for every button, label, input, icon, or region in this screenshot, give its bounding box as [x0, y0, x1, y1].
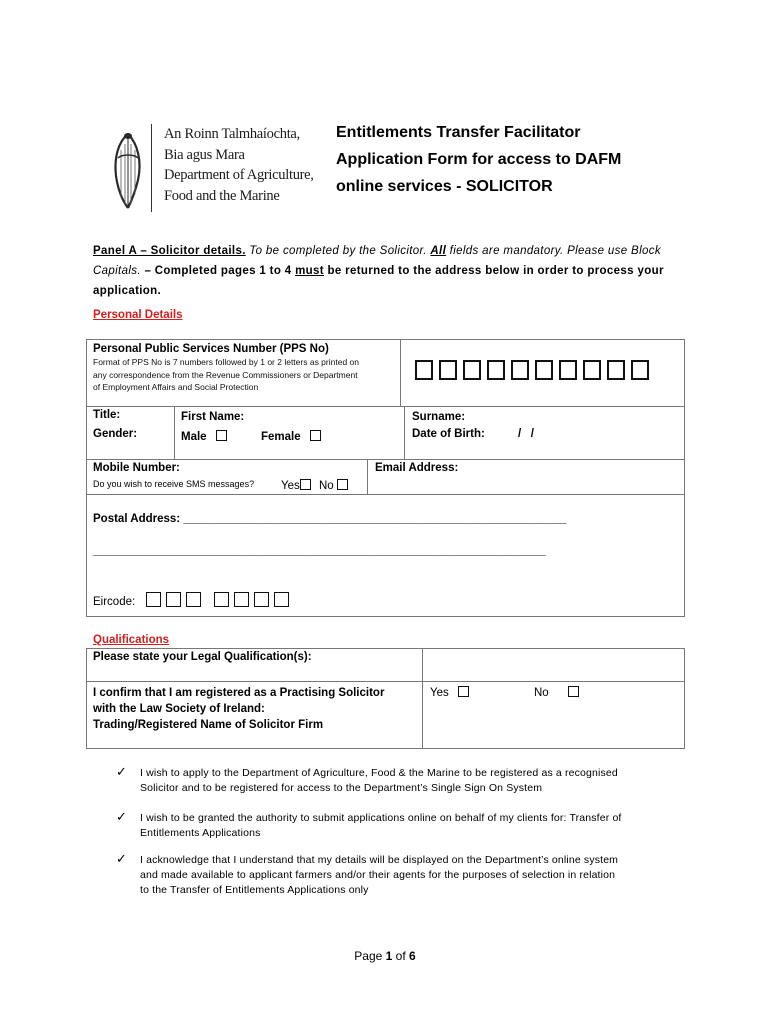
pps-label: Personal Public Services Number (PPS No): [93, 343, 329, 355]
postal-label: Postal Address:: [93, 513, 181, 525]
pps-char-box[interactable]: [487, 360, 505, 380]
pps-char-box[interactable]: [607, 360, 625, 380]
solicitor-yes-label: Yes: [430, 687, 449, 699]
eircode-char-box[interactable]: [186, 592, 201, 607]
confirm-line-1: I confirm that I am registered as a Practising Solicitor: [93, 687, 385, 699]
legal-qualification-label: Please state your Legal Qualification(s):: [93, 651, 312, 663]
male-label: Male: [181, 431, 207, 443]
sms-no-label: No: [319, 480, 334, 492]
legal-qualification-field[interactable]: [423, 649, 684, 681]
declaration-2: [140, 811, 700, 841]
logo-line-4: Food and the Marine: [164, 187, 280, 204]
pps-char-box[interactable]: [511, 360, 529, 380]
department-name: [164, 124, 314, 206]
eircode-char-box[interactable]: [274, 592, 289, 607]
pps-char-box[interactable]: [583, 360, 601, 380]
checkmark-icon: ✓: [116, 851, 127, 866]
dob-label: Date of Birth:: [412, 428, 485, 440]
page-number: [0, 949, 770, 963]
pps-char-box[interactable]: [415, 360, 433, 380]
intro-italic-2: fields are mandatory. Please use Block Capitals.: [93, 245, 661, 277]
logo-line-3: Department of Agriculture,: [164, 167, 314, 183]
solicitor-no-label: No: [534, 687, 549, 699]
sms-no-checkbox[interactable]: [337, 479, 348, 490]
pps-char-box[interactable]: [631, 360, 649, 380]
eircode-input[interactable]: [146, 592, 296, 610]
row-divider: [86, 681, 685, 682]
declaration-3: [140, 853, 700, 898]
postal-line-1[interactable]: __________________________________________________________________: [183, 513, 566, 525]
title-line-1: Entitlements Transfer Facilitator: [336, 124, 581, 141]
intro-all: All: [430, 245, 447, 257]
postal-line-2[interactable]: ______________________________________________________________________________: [93, 545, 546, 557]
sms-no-option[interactable]: [319, 479, 348, 492]
first-name-label: First Name:: [181, 411, 245, 423]
row-divider: [86, 494, 685, 495]
row-divider: [86, 406, 685, 407]
gender-female-option[interactable]: [261, 430, 321, 443]
document-title: [336, 119, 621, 200]
col-divider: [174, 406, 175, 459]
surname-label: Surname:: [412, 411, 466, 423]
firm-name-label: Trading/Registered Name of Solicitor Firm: [93, 719, 324, 731]
pps-format-note: [93, 356, 359, 394]
intro-bold-2: be returned to the address below in order to process your application.: [93, 265, 664, 297]
intro-must: must: [295, 265, 324, 277]
solicitor-yes-checkbox[interactable]: [458, 686, 469, 697]
personal-details-heading: Personal Details: [93, 309, 183, 321]
solicitor-yes-option[interactable]: [430, 686, 469, 699]
pps-note-line: any correspondence from the Revenue Commissioners or Department: [93, 369, 358, 380]
sms-yes-label: Yes: [281, 480, 300, 492]
eircode-char-box[interactable]: [214, 592, 229, 607]
practising-solicitor-confirmation: [93, 685, 384, 733]
col-divider: [404, 406, 405, 459]
declaration-line: and made available to applicant farmers and/or their agents for the purposes of selection in relation: [140, 869, 616, 881]
checkmark-icon: ✓: [116, 764, 127, 779]
male-checkbox[interactable]: [216, 430, 227, 441]
pps-char-box[interactable]: [559, 360, 577, 380]
harp-icon: [108, 128, 148, 218]
female-checkbox[interactable]: [310, 430, 321, 441]
declaration-line: I wish to be granted the authority to submit applications online on behalf of my clients for: Transfer of: [140, 812, 622, 824]
pps-note-line: Format of PPS No is 7 numbers followed by 1 or 2 letters as printed on: [93, 357, 359, 367]
eircode-char-box[interactable]: [234, 592, 249, 607]
pps-number-input[interactable]: [415, 360, 660, 384]
page-word: Page: [354, 949, 386, 963]
title-line-3: online services - SOLICITOR: [336, 178, 553, 195]
logo-line-2: Bia agus Mara: [164, 146, 245, 163]
intro-italic-1: To be completed by the Solicitor.: [245, 245, 431, 257]
intro-bold-1: – Completed pages 1 to 4: [140, 265, 296, 277]
pps-char-box[interactable]: [463, 360, 481, 380]
qualifications-heading: Qualifications: [93, 634, 170, 646]
declaration-line: Entitlements Applications: [140, 827, 261, 839]
declaration-1: [140, 766, 700, 796]
female-label: Female: [261, 431, 301, 443]
logo-line-1: An Roinn Talmhaíochta,: [164, 126, 300, 142]
pps-note-line: of Employment Affairs and Social Protection: [93, 382, 259, 392]
sms-question: Do you wish to receive SMS messages?: [93, 479, 255, 489]
of-word: of: [392, 949, 410, 963]
eircode-char-box[interactable]: [166, 592, 181, 607]
pps-char-box[interactable]: [439, 360, 457, 380]
sms-yes-checkbox[interactable]: [300, 479, 311, 490]
solicitor-no-option[interactable]: [534, 686, 579, 699]
logo-divider: [151, 124, 152, 212]
eircode-char-box[interactable]: [254, 592, 269, 607]
row-divider: [86, 459, 685, 460]
declaration-line: to the Transfer of Entitlements Applications only: [140, 884, 369, 896]
panel-a-label: Panel A – Solicitor details.: [93, 245, 246, 257]
dob-separators: / /: [518, 428, 534, 440]
col-divider: [400, 339, 401, 406]
gender-male-option[interactable]: [181, 430, 227, 443]
declaration-line: Solicitor and to be registered for access to the Department’s Single Sign On System: [140, 782, 543, 794]
solicitor-no-checkbox[interactable]: [568, 686, 579, 697]
page-total: 6: [409, 949, 416, 963]
confirm-line-2: with the Law Society of Ireland:: [93, 703, 265, 715]
panel-a-instructions: [93, 241, 678, 301]
page-current: 1: [385, 949, 393, 963]
mobile-label: Mobile Number:: [93, 462, 180, 474]
gender-label: Gender:: [93, 428, 138, 440]
postal-address-row: [93, 513, 566, 525]
title-line-2: Application Form for access to DAFM: [336, 151, 622, 168]
col-divider: [367, 459, 368, 494]
title-label: Title:: [93, 409, 121, 421]
eircode-label: Eircode:: [93, 596, 136, 608]
pps-char-box[interactable]: [535, 360, 553, 380]
email-label: Email Address:: [375, 462, 459, 474]
declaration-line: I acknowledge that I understand that my details will be displayed on the Department’s online system: [140, 854, 619, 866]
sms-yes-option[interactable]: [281, 479, 311, 492]
eircode-char-box[interactable]: [146, 592, 161, 607]
checkmark-icon: ✓: [116, 809, 127, 824]
declaration-line: I wish to apply to the Department of Agriculture, Food & the Marine to be registered as a recognised: [140, 767, 618, 779]
